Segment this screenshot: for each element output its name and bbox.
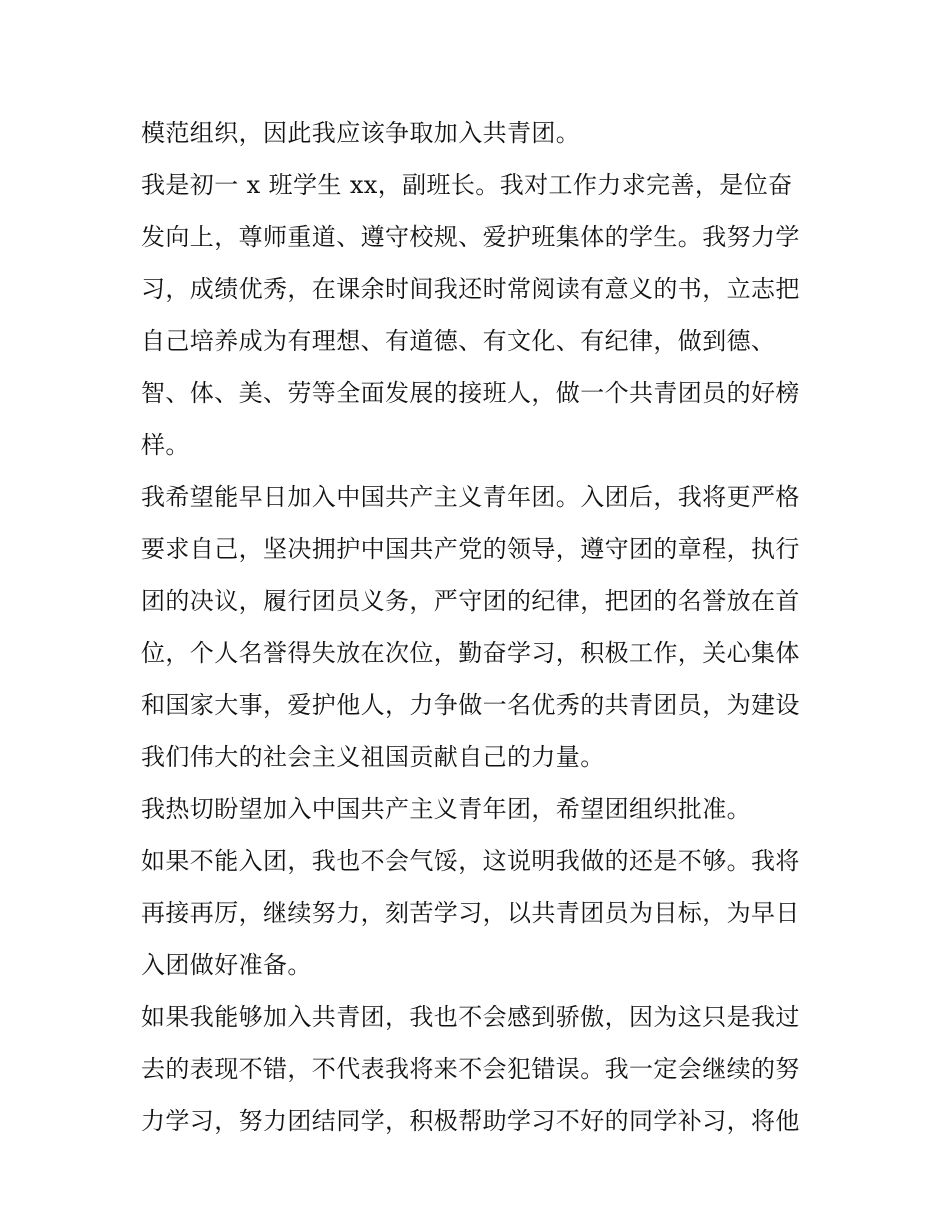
text-line: 去的表现不错，不代表我将来不会犯错误。我一定会继续的努 [141,1055,800,1083]
text-line: 模范组织，因此我应该争取加入共青团。 [141,119,581,147]
text-line: 自己培养成为有理想、有道德、有文化、有纪律，做到德、 [141,327,776,355]
text-line: 我是初一 x 班学生 xx，副班长。我对工作力求完善，是位奋 [141,171,793,199]
text-line: 样。 [141,431,190,459]
text-line: 如果不能入团，我也不会气馁，这说明我做的还是不够。我将 [141,847,800,875]
text-line: 我们伟大的社会主义祖国贡献自己的力量。 [141,743,605,771]
text-line: 力学习，努力团结同学，积极帮助学习不好的同学补习，将他 [141,1107,800,1135]
text-line: 习，成绩优秀，在课余时间我还时常阅读有意义的书，立志把 [141,275,800,303]
text-line: 位，个人名誉得失放在次位，勤奋学习，积极工作，关心集体 [141,639,800,667]
text-line: 团的决议，履行团员义务，严守团的纪律，把团的名誉放在首 [141,587,800,615]
text-line: 入团做好准备。 [141,951,312,979]
text-line: 再接再厉，继续努力，刻苦学习，以共青团员为目标，为早日 [141,899,800,927]
text-line: 要求自己，坚决拥护中国共产党的领导，遵守团的章程，执行 [141,535,800,563]
text-line: 智、体、美、劳等全面发展的接班人，做一个共青团员的好榜 [141,379,800,407]
text-line: 和国家大事，爱护他人，力争做一名优秀的共青团员，为建设 [141,691,800,719]
text-line: 我热切盼望加入中国共产主义青年团，希望团组织批准。 [141,795,751,823]
text-line: 发向上，尊师重道、遵守校规、爱护班集体的学生。我努力学 [141,223,800,251]
document-body [141,107,821,1147]
text-line: 我希望能早日加入中国共产主义青年团。入团后，我将更严格 [141,483,800,511]
text-line: 如果我能够加入共青团，我也不会感到骄傲，因为这只是我过 [141,1003,800,1031]
